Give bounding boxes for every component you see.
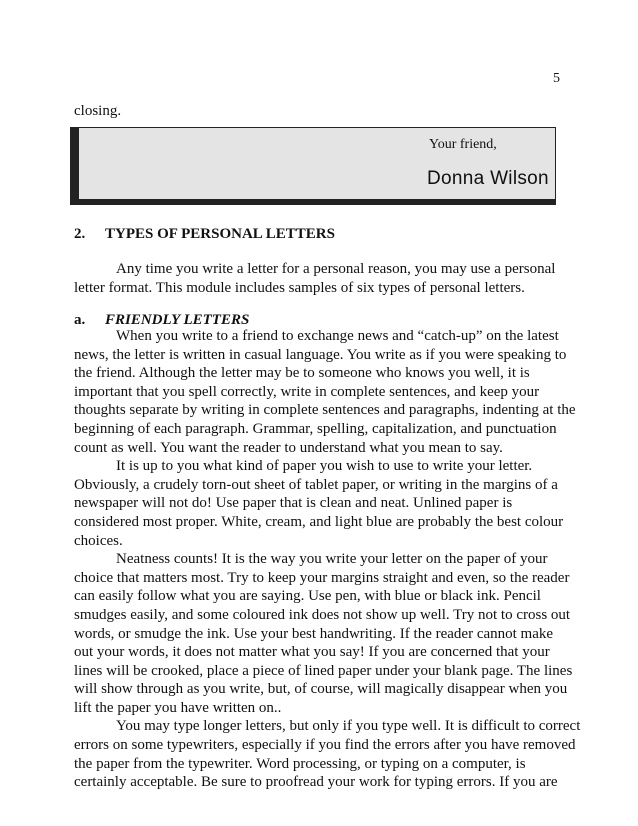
section-heading xyxy=(74,226,335,243)
text-line: news, the letter is written in casual language. You write as if you were speaking to xyxy=(74,346,567,363)
text-line: choices. xyxy=(74,532,123,549)
body-text xyxy=(74,327,581,792)
section-number: 2. xyxy=(74,226,86,242)
text-line: will show through as you write, but, of course, will magically disappear when you xyxy=(74,681,568,698)
text-line: lift the paper you have written on.. xyxy=(74,699,282,716)
text-line: the friend. Although the letter may be to someone who knows you well, it is xyxy=(74,365,530,382)
text-line: can easily follow what you are saying. Use pen, with blue or black ink. Pencil xyxy=(74,588,541,605)
text-line: smudges easily, and some coloured ink does not show up well. Try not to cross out xyxy=(74,606,571,623)
paragraph-4 xyxy=(74,717,581,791)
text-line: out your words, it does not matter what you say! If you are concerned that your xyxy=(74,644,550,661)
intro-line: letter format. This module includes samples of six types of personal letters. xyxy=(74,279,525,296)
signature-box xyxy=(70,127,556,205)
text-line: When you write to a friend to exchange news and “catch-up” on the latest xyxy=(116,328,559,344)
text-line: You may type longer letters, but only if you type well. It is difficult to correct xyxy=(116,718,581,735)
text-line: considered most proper. White, cream, and light blue are probably the best colour xyxy=(74,513,564,530)
complimentary-close: Your friend, xyxy=(429,137,497,152)
section-title: TYPES OF PERSONAL LETTERS xyxy=(105,226,335,242)
text-line: the paper from the typewriter. Word processing, or typing on a computer, is xyxy=(74,755,526,772)
text-line: beginning of each paragraph. Grammar, spelling, capitalization, and punctuation xyxy=(74,420,557,437)
text-line: Neatness counts! It is the way you write your letter on the paper of your xyxy=(116,551,548,568)
page-number: 5 xyxy=(553,71,560,86)
section-intro xyxy=(74,260,564,297)
text-line: newspaper will not do! Use paper that is clean and neat. Unlined paper is xyxy=(74,495,513,512)
closing-word: closing. xyxy=(74,103,122,119)
intro-line: Any time you write a letter for a personal reason, you may use a personal xyxy=(116,261,556,277)
text-line: thoughts separate by writing in complete sentences and paragraphs, indenting at the xyxy=(74,402,576,419)
text-line: Obviously, a crudely torn-out sheet of tablet paper, or writing in the margins of a xyxy=(74,476,558,493)
text-line: It is up to you what kind of paper you wish to use to write your letter. xyxy=(116,458,533,475)
subsection-title: FRIENDLY LETTERS xyxy=(105,312,250,328)
text-line: important that you spell correctly, write in complete sentences, and keep your xyxy=(74,383,540,400)
text-line: choice that matters most. Try to keep your margins straight and even, so the reader xyxy=(74,569,570,586)
text-line: count as well. You want the reader to understand what you mean to say. xyxy=(74,439,503,456)
text-line: words, or smudge the ink. Use your best handwriting. If the reader cannot make xyxy=(74,625,554,642)
text-line: errors on some typewriters, especially if you find the errors after you have removed xyxy=(74,737,576,754)
signature-name: Donna Wilson xyxy=(427,168,549,189)
paragraph-3 xyxy=(74,550,573,717)
paragraph-1 xyxy=(74,327,576,457)
text-line: certainly acceptable. Be sure to proofread your work for typing errors. If you are xyxy=(74,774,558,791)
text-line: lines will be crooked, place a piece of lined paper under your blank page. The lines xyxy=(74,662,573,679)
paragraph-2 xyxy=(74,457,564,550)
subsection-number: a. xyxy=(74,312,86,328)
